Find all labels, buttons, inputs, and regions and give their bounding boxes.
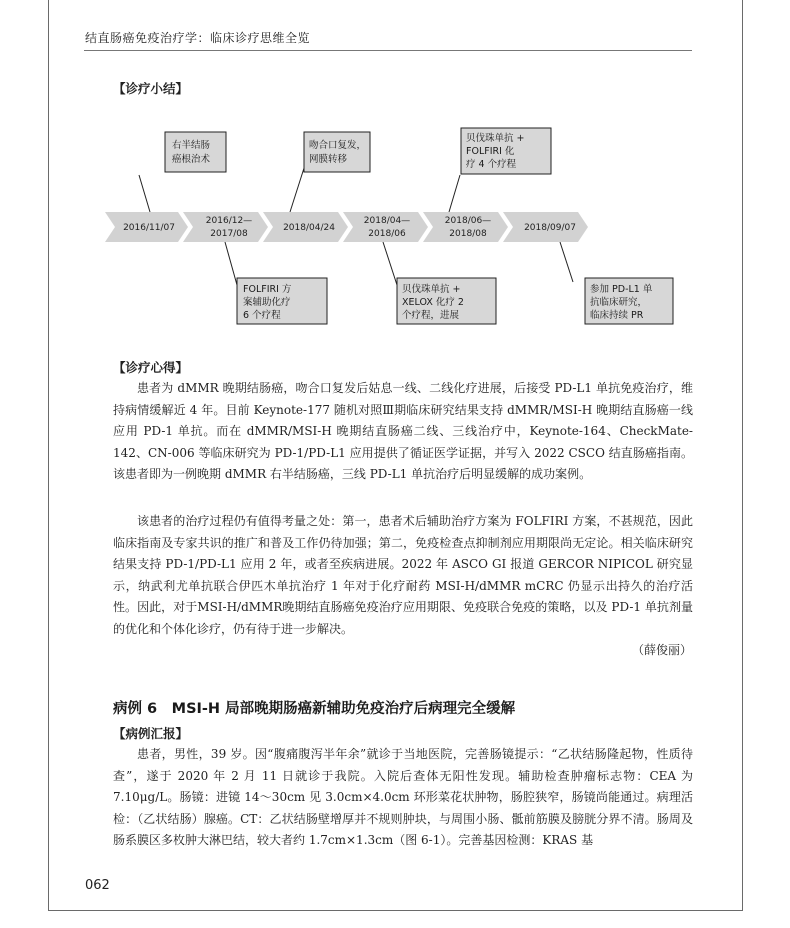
svg-text:贝伐珠单抗 +: 贝伐珠单抗 +: [466, 133, 525, 144]
timeline-date: 2018/08: [449, 229, 487, 239]
svg-text:FOLFIRI 方: FOLFIRI 方: [243, 284, 292, 295]
timeline-date: 2018/06: [368, 229, 406, 239]
experience-heading: 【诊疗心得】: [113, 360, 189, 375]
connector-line: [383, 242, 397, 285]
event-box-bev-folfiri: [461, 128, 551, 174]
header-rule: [84, 50, 692, 51]
svg-text:吻合口复发，: 吻合口复发，: [309, 140, 367, 151]
event-box-adjuvant: [237, 278, 327, 324]
connector-line: [225, 242, 237, 285]
event-box-surgery: [165, 132, 226, 172]
timeline-date: 2016/12—: [205, 216, 253, 226]
page-number: 062: [85, 878, 110, 893]
timeline-date: 2018/06—: [444, 216, 492, 226]
summary-heading: 【诊疗小结】: [113, 81, 189, 96]
event-box-recurrence: [304, 132, 370, 172]
treatment-timeline: [95, 120, 695, 335]
connector-line: [449, 175, 460, 212]
connector-line: [560, 242, 573, 282]
author-signature: （薛俊丽）: [631, 643, 692, 657]
svg-text:贝伐珠单抗 +: 贝伐珠单抗 +: [402, 284, 461, 295]
timeline-date: 2018/04—: [363, 216, 411, 226]
svg-text:参加 PD-L1 单: 参加 PD-L1 单: [590, 284, 653, 295]
svg-text:XELOX 化疗 2: XELOX 化疗 2: [402, 297, 464, 308]
svg-text:右半结肠: 右半结肠: [172, 140, 211, 151]
experience-paragraph-1: 患者为 dMMR 晚期结肠癌，吻合口复发后姑息一线、二线化疗进展，后接受 PD-L1 单抗免疫治疗，维持病情缓解近 4 年。目前 Keynote-177 随机对照Ⅲ期临床研究结果支持 dMMR/MSI-H 晚期结直肠癌一线应用 PD-1 单抗。而在 dMMR/MSI-H 晚期结直肠癌二线、三线治疗中，Keynote-164、CheckMate-142、CN-006 等临床研究为 PD-1/PD-L1 应用提供了循证医学证据，并写入 2022 CSCO 结直肠癌指南。该患者即为一例晚期 dMMR 右半结肠癌，三线 PD-L1 单抗治疗后明显缓解的成功案例。: [113, 381, 693, 481]
running-title: 结直肠癌免疫治疗学：临床诊疗思维全览: [85, 31, 311, 45]
case-report-heading: 【病例汇报】: [113, 726, 189, 741]
svg-text:疗 4 个疗程: 疗 4 个疗程: [466, 159, 517, 170]
svg-text:6 个疗程: 6 个疗程: [243, 310, 281, 321]
experience-paragraph-2: 该患者的治疗过程仍有值得考量之处：第一，患者术后辅助治疗方案为 FOLFIRI 方案，不甚规范，因此临床指南及专家共识的推广和普及工作仍待加强；第二，免疫检查点抑制剂应用期限尚无定论。相关临床研究结果支持 PD-1/PD-L1 应用 2 年，或者至疾病进展。2022 年 ASCO GI 报道 GERCOR NIPICOL 研究显示，纳武利尤单抗联合伊匹木单抗治疗 1 年对于化疗耐药 MSI-H/dMMR mCRC 仍显示出持久的治疗活性。因此，对于MSI-H/dMMR晚期结直肠癌免疫治疗应用期限、免疫联合免疫的策略，以及 PD-1 单抗剂量的优化和个体化诊疗，仍有待于进一步解决。: [113, 514, 693, 636]
svg-text:FOLFIRI 化: FOLFIRI 化: [466, 146, 515, 157]
case-report-paragraph: 患者，男性，39 岁。因“腹痛腹泻半年余”就诊于当地医院，完善肠镜提示：“乙状结肠隆起物，性质待查”，遂于 2020 年 2 月 11 日就诊于我院。入院后查体无阳性发现。辅助检查肿瘤标志物：CEA 为 7.10μg/L。肠镜：进镜 14～30cm 见 3.0cm×4.0cm 环形菜花状肿物，肠腔狭窄，肠镜尚能通过。病理活检：（乙状结肠）腺癌。CT：乙状结肠壁增厚并不规则肿块，与周围小肠、骶前筋膜及膀胱分界不清。肠周及肠系膜区多枚肿大淋巴结，较大者约 1.7cm×1.3cm（图 6-1）。完善基因检测：KRAS 基: [113, 747, 693, 847]
svg-text:抗临床研究，: 抗临床研究，: [590, 297, 648, 308]
event-box-bev-xelox: [397, 278, 496, 324]
svg-text:案辅助化疗: 案辅助化疗: [243, 297, 291, 308]
svg-text:网膜转移: 网膜转移: [309, 154, 348, 165]
svg-text:癌根治术: 癌根治术: [172, 154, 211, 165]
event-box-pd-l1: [585, 278, 673, 324]
timeline-date: 2017/08: [210, 229, 248, 239]
timeline-date: 2018/09/07: [524, 223, 576, 233]
svg-text:个疗程，进展: 个疗程，进展: [402, 310, 460, 321]
case-title: 病例 6 MSI-H 局部晚期肠癌新辅助免疫治疗后病理完全缓解: [113, 701, 516, 717]
timeline-date: 2018/04/24: [283, 223, 335, 233]
svg-text:临床持续 PR: 临床持续 PR: [590, 310, 644, 321]
connector-line: [139, 175, 150, 212]
timeline-date: 2016/11/07: [123, 223, 175, 233]
connector-line: [290, 165, 305, 212]
